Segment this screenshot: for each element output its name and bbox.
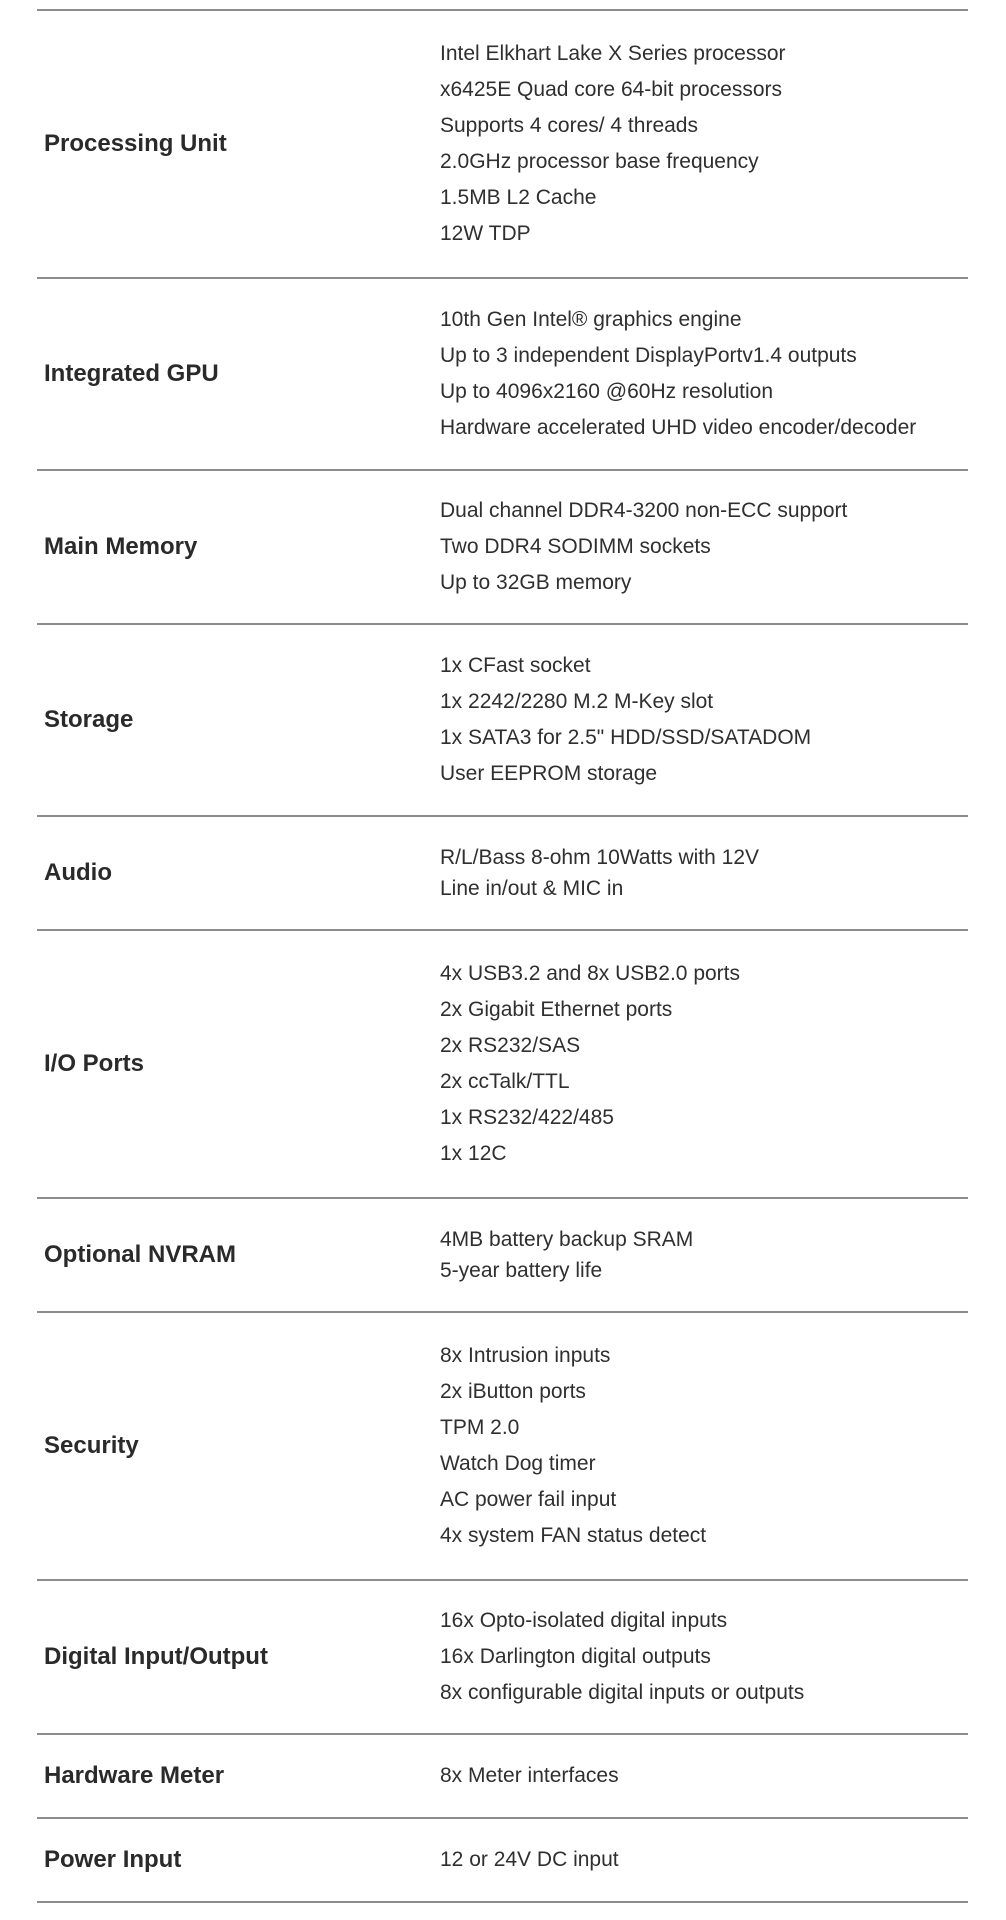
spec-row [37, 1819, 968, 1903]
spec-row [37, 11, 968, 279]
spec-values [440, 836, 968, 910]
spec-value: 1x SATA3 for 2.5" HDD/SSD/SATADOM [440, 726, 812, 749]
spec-label: Audio [44, 859, 112, 886]
spec-label: Main Memory [44, 533, 198, 560]
spec-value: 1x 2242/2280 M.2 M-Key slot [440, 690, 714, 713]
spec-values [440, 1218, 968, 1292]
spec-value: 1x CFast socket [440, 654, 591, 677]
spec-value: Up to 32GB memory [440, 571, 632, 594]
spec-values [440, 296, 968, 452]
spec-value: 16x Darlington digital outputs [440, 1645, 711, 1668]
spec-label: Hardware Meter [44, 1762, 225, 1789]
spec-value: Up to 3 independent DisplayPortv1.4 outputs [440, 344, 857, 367]
spec-row [37, 817, 968, 931]
spec-value: Hardware accelerated UHD video encoder/decoder [440, 416, 917, 439]
spec-values [440, 487, 968, 607]
spec-values [440, 1836, 968, 1884]
spec-value: 1x RS232/422/485 [440, 1106, 614, 1129]
spec-table [37, 9, 968, 1903]
spec-values [440, 30, 968, 258]
spec-value: Supports 4 cores/ 4 threads [440, 114, 698, 137]
spec-values [440, 642, 968, 798]
spec-value: 1x 12C [440, 1142, 507, 1165]
spec-value: 4x system FAN status detect [440, 1524, 707, 1547]
spec-label: Storage [44, 706, 134, 733]
spec-value: 5-year battery life [440, 1259, 603, 1282]
spec-value: Two DDR4 SODIMM sockets [440, 535, 711, 558]
spec-value: 10th Gen Intel® graphics engine [440, 308, 742, 331]
spec-value: 1.5MB L2 Cache [440, 186, 597, 209]
spec-value: 2.0GHz processor base frequency [440, 150, 759, 173]
spec-value: 16x Opto-isolated digital inputs [440, 1609, 728, 1632]
spec-value: 4x USB3.2 and 8x USB2.0 ports [440, 962, 740, 985]
spec-value: Up to 4096x2160 @60Hz resolution [440, 380, 774, 403]
spec-value: 12W TDP [440, 222, 531, 245]
spec-value: x6425E Quad core 64-bit processors [440, 78, 783, 101]
spec-row [37, 1199, 968, 1313]
spec-label: Processing Unit [44, 130, 227, 157]
spec-label: Security [44, 1432, 139, 1459]
spec-values [440, 950, 968, 1178]
spec-value: 8x Meter interfaces [440, 1764, 619, 1787]
spec-value: Line in/out & MIC in [440, 877, 624, 900]
spec-value: Intel Elkhart Lake X Series processor [440, 42, 786, 65]
spec-values [440, 1752, 968, 1800]
spec-value: R/L/Bass 8-ohm 10Watts with 12V [440, 846, 760, 869]
spec-values [440, 1597, 968, 1717]
spec-label: Digital Input/Output [44, 1643, 268, 1670]
spec-value: 2x Gigabit Ethernet ports [440, 998, 673, 1021]
spec-value: TPM 2.0 [440, 1416, 520, 1439]
spec-value: Dual channel DDR4-3200 non-ECC support [440, 499, 848, 522]
spec-row [37, 471, 968, 625]
spec-value: 8x configurable digital inputs or outputs [440, 1681, 805, 1704]
spec-value: 2x iButton ports [440, 1380, 586, 1403]
spec-label: Power Input [44, 1846, 182, 1873]
spec-label: Integrated GPU [44, 360, 219, 387]
spec-values [440, 1332, 968, 1560]
spec-row [37, 625, 968, 817]
spec-value: 2x RS232/SAS [440, 1034, 581, 1057]
spec-value: 8x Intrusion inputs [440, 1344, 611, 1367]
spec-row [37, 279, 968, 471]
spec-row [37, 1581, 968, 1735]
spec-label: Optional NVRAM [44, 1241, 236, 1268]
spec-value: 4MB battery backup SRAM [440, 1228, 694, 1251]
spec-label: I/O Ports [44, 1050, 145, 1077]
spec-value: Watch Dog timer [440, 1452, 596, 1475]
spec-row [37, 1313, 968, 1581]
spec-value: User EEPROM storage [440, 762, 658, 785]
spec-row [37, 1735, 968, 1819]
spec-value: AC power fail input [440, 1488, 617, 1511]
spec-value: 12 or 24V DC input [440, 1848, 619, 1871]
spec-row [37, 931, 968, 1199]
spec-value: 2x ccTalk/TTL [440, 1070, 570, 1093]
